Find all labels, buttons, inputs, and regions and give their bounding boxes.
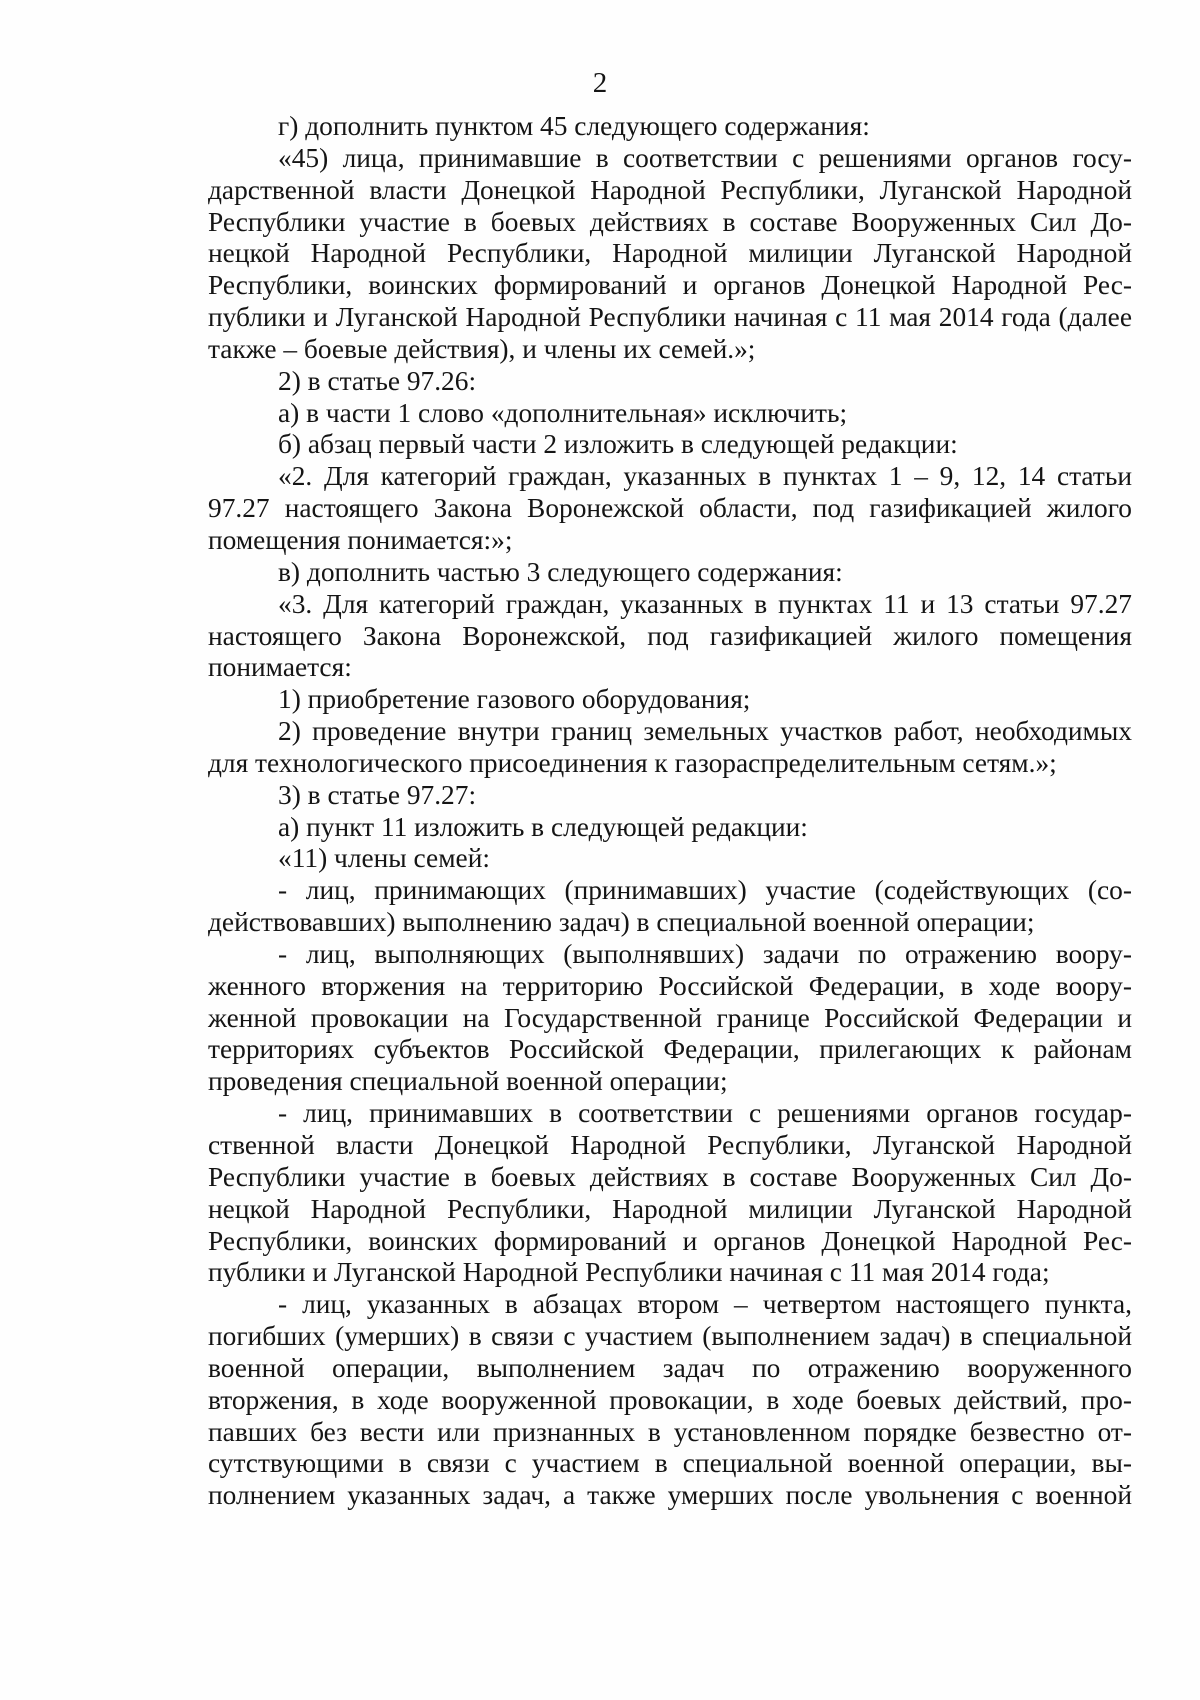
paragraph: «11) члены семей: bbox=[278, 843, 490, 874]
paragraph: «3. Для категорий граждан, указанных в пунктах 11 и 13 статьи 97.27 настоящего Закона Воронежской, под газификацией жилого помещения понимается: bbox=[208, 588, 1132, 683]
paragraph: «2. Для категорий граждан, указанных в пунктах 1 – 9, 12, 14 статьи 97.27 настоящего Закона Воронежской области, под газификацией жилого помещения понимается:»; bbox=[208, 461, 1132, 555]
paragraph: а) пункт 11 изложить в следующей редакции: bbox=[278, 811, 808, 842]
paragraph: б) абзац первый части 2 изложить в следующей редакции: bbox=[278, 429, 958, 460]
paragraph: 3) в статье 97.27: bbox=[278, 779, 477, 810]
paragraph: г) дополнить пунктом 45 следующего содержания: bbox=[278, 111, 870, 141]
paragraph: - лиц, указанных в абзацах втором – четвертом настоящего пункта, погибших (умерших) в связи с участием (выполнением задач) в специальной военной операции, выполнением задач по отражению вооруженного вторжения, в ходе вооруженной провокации, в ходе боевых действий, пропавших без вести или признанных в установленном порядке безвестно отсутствующими в связи с участием в специальной военной операции, выполнением указанных задач, а также умерших после увольнения с военной bbox=[208, 1289, 1132, 1511]
paragraph: 2) в статье 97.26: bbox=[278, 365, 477, 396]
paragraph: 1) приобретение газового оборудования; bbox=[278, 684, 751, 715]
paragraph: в) дополнить частью 3 следующего содержания: bbox=[278, 556, 843, 587]
paragraph: 2) проведение внутри границ земельных участков работ, необходимых для технологического присоединения к газораспределительным сетям.»; bbox=[208, 716, 1132, 778]
paragraph: - лиц, принимавших в соответствии с решениями органов государственной власти Донецкой Народной Республики, Луганской Народной Республики участие в боевых действиях в составе Вооруженных Сил Донецкой Народной Республики, Народной милиции Луганской Народной Республики, воинских формирований и органов Донецкой Народной Республики и Луганской Народной Республики начиная с 11 мая 2014 года; bbox=[208, 1098, 1132, 1288]
paragraph: - лиц, принимающих (принимавших) участие (содействующих (содействовавших) выполнению задач) в специальной военной операции; bbox=[208, 875, 1132, 938]
paragraph: а) в части 1 слово «дополнительная» исключить; bbox=[278, 397, 848, 428]
page-number: 2 bbox=[592, 67, 608, 99]
paragraph: - лиц, выполняющих (выполнявших) задачи по отражению вооруженного вторжения на территорию Российской Федерации, в ходе вооруженной провокации на Государственной границе Российской Федерации и территориях субъектов Российской Федерации, прилегающих к районам проведения специальной военной операции; bbox=[208, 938, 1132, 1097]
document-body bbox=[208, 111, 1132, 1512]
paragraph: «45) лица, принимавшие в соответствии с решениями органов государственной власти Донецкой Народной Республики, Луганской Народной Республики участие в боевых действиях в составе Вооруженных Сил Донецкой Народной Республики, Народной милиции Луганской Народной Республики, воинских формирований и органов Донецкой Народной Республики и Луганской Народной Республики начиная с 11 мая 2014 года (далее также – боевые действия), и члены их семей.»; bbox=[208, 142, 1132, 364]
